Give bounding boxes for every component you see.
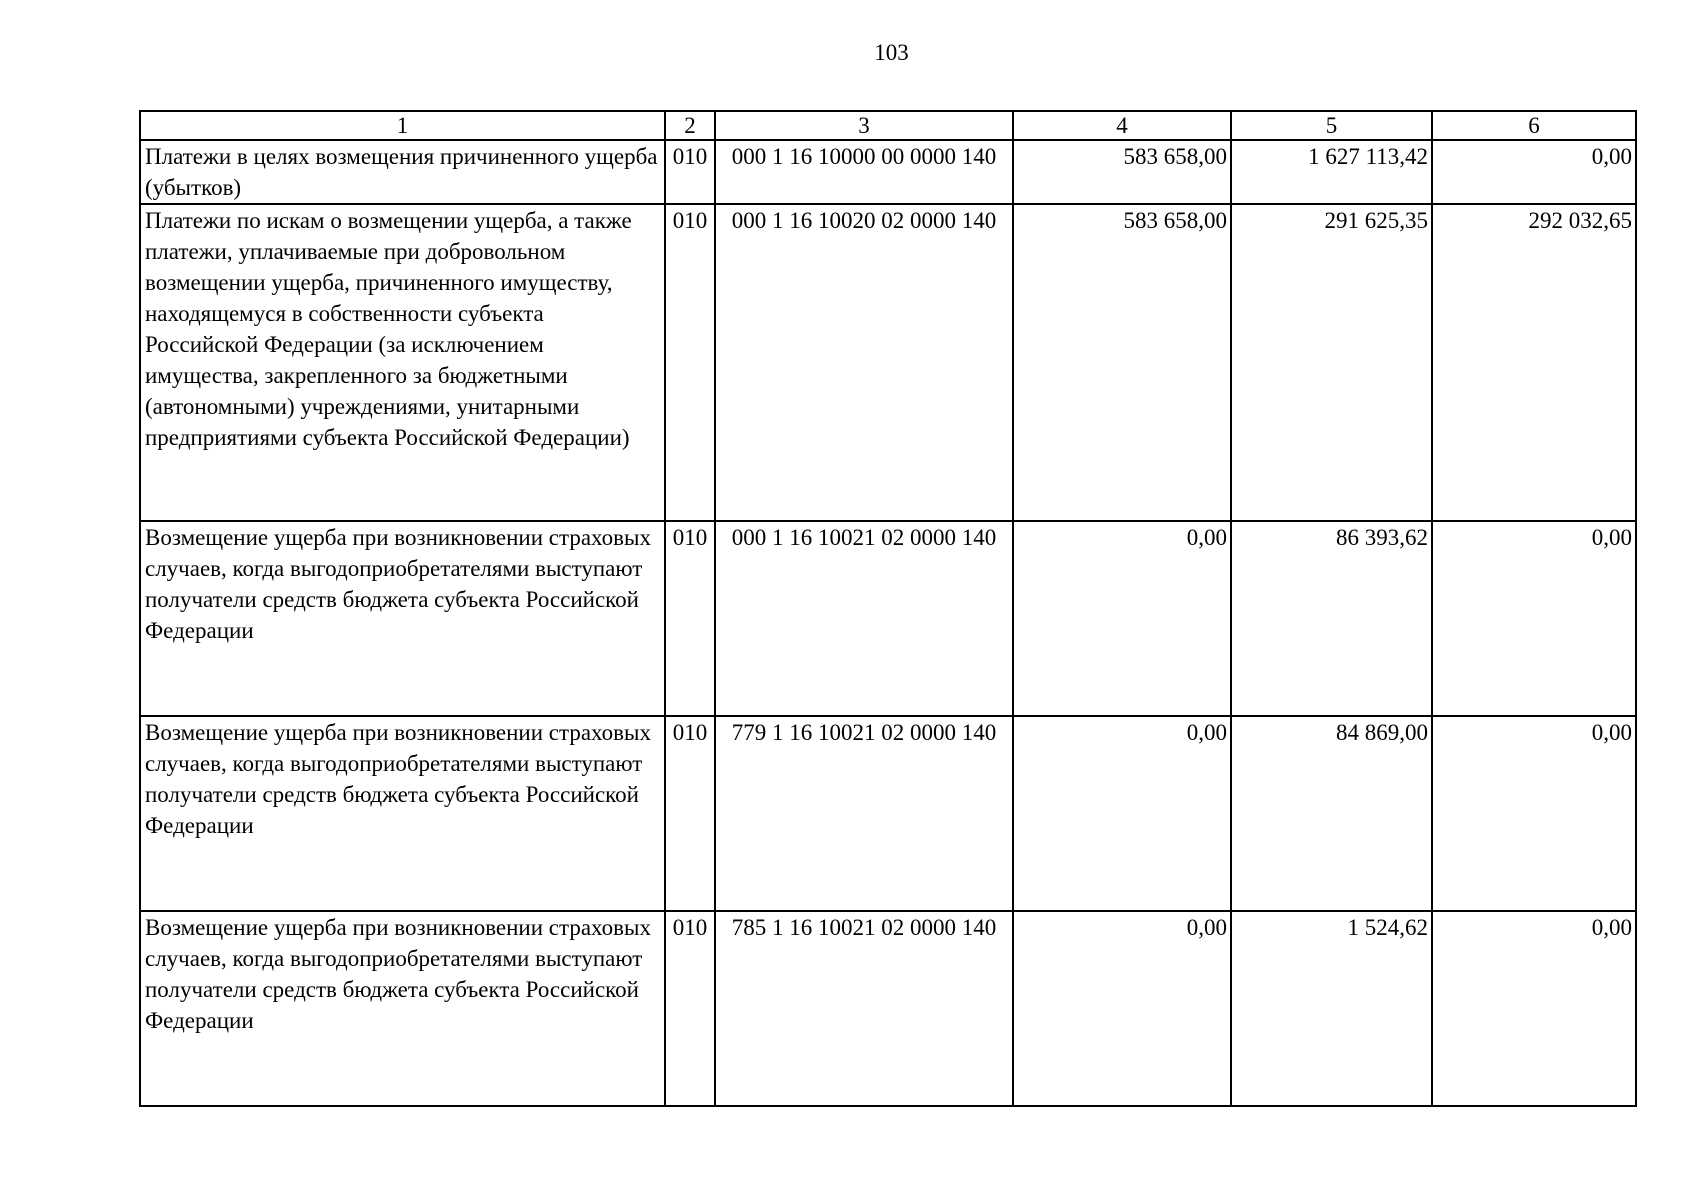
row-code: 010 bbox=[665, 204, 715, 521]
table-header-row bbox=[140, 111, 1636, 140]
row-col6: 0,00 bbox=[1432, 911, 1636, 1106]
row-col5: 86 393,62 bbox=[1231, 521, 1432, 716]
column-header: 4 bbox=[1013, 111, 1231, 140]
row-kbk: 000 1 16 10000 00 0000 140 bbox=[715, 140, 1013, 204]
column-header: 3 bbox=[715, 111, 1013, 140]
table-row bbox=[140, 521, 1636, 716]
table-row bbox=[140, 911, 1636, 1106]
budget-table bbox=[139, 110, 1637, 1107]
row-col5: 1 524,62 bbox=[1231, 911, 1432, 1106]
table-row bbox=[140, 716, 1636, 911]
row-col4: 0,00 bbox=[1013, 521, 1231, 716]
row-kbk: 779 1 16 10021 02 0000 140 bbox=[715, 716, 1013, 911]
row-name: Возмещение ущерба при возникновении страховых случаев, когда выгодоприобретателями выступают получатели средств бюджета субъекта Российской Федерации bbox=[140, 911, 665, 1106]
row-name: Платежи по искам о возмещении ущерба, а также платежи, уплачиваемые при добровольном возмещении ущерба, причиненного имуществу, находящемуся в собственности субъекта Российской Федерации (за исключением имущества, закрепленного за бюджетными (автономными) учреждениями, унитарными предприятиями субъекта Российской Федерации) bbox=[140, 204, 665, 521]
row-code: 010 bbox=[665, 911, 715, 1106]
column-header: 6 bbox=[1432, 111, 1636, 140]
row-name: Платежи в целях возмещения причиненного ущерба (убытков) bbox=[140, 140, 665, 204]
row-code: 010 bbox=[665, 140, 715, 204]
page-number: 103 bbox=[874, 40, 909, 65]
row-col4: 583 658,00 bbox=[1013, 140, 1231, 204]
row-col6: 292 032,65 bbox=[1432, 204, 1636, 521]
column-header: 5 bbox=[1231, 111, 1432, 140]
row-col4: 0,00 bbox=[1013, 716, 1231, 911]
row-code: 010 bbox=[665, 716, 715, 911]
row-col5: 1 627 113,42 bbox=[1231, 140, 1432, 204]
row-code: 010 bbox=[665, 521, 715, 716]
row-col5: 291 625,35 bbox=[1231, 204, 1432, 521]
row-kbk: 785 1 16 10021 02 0000 140 bbox=[715, 911, 1013, 1106]
table-row bbox=[140, 140, 1636, 204]
row-kbk: 000 1 16 10020 02 0000 140 bbox=[715, 204, 1013, 521]
column-header: 1 bbox=[140, 111, 665, 140]
table-row bbox=[140, 204, 1636, 521]
row-col4: 0,00 bbox=[1013, 911, 1231, 1106]
row-col4: 583 658,00 bbox=[1013, 204, 1231, 521]
column-header: 2 bbox=[665, 111, 715, 140]
row-name: Возмещение ущерба при возникновении страховых случаев, когда выгодоприобретателями выступают получатели средств бюджета субъекта Российской Федерации bbox=[140, 716, 665, 911]
row-name: Возмещение ущерба при возникновении страховых случаев, когда выгодоприобретателями выступают получатели средств бюджета субъекта Российской Федерации bbox=[140, 521, 665, 716]
row-col6: 0,00 bbox=[1432, 716, 1636, 911]
row-col6: 0,00 bbox=[1432, 140, 1636, 204]
row-col5: 84 869,00 bbox=[1231, 716, 1432, 911]
row-col6: 0,00 bbox=[1432, 521, 1636, 716]
row-kbk: 000 1 16 10021 02 0000 140 bbox=[715, 521, 1013, 716]
